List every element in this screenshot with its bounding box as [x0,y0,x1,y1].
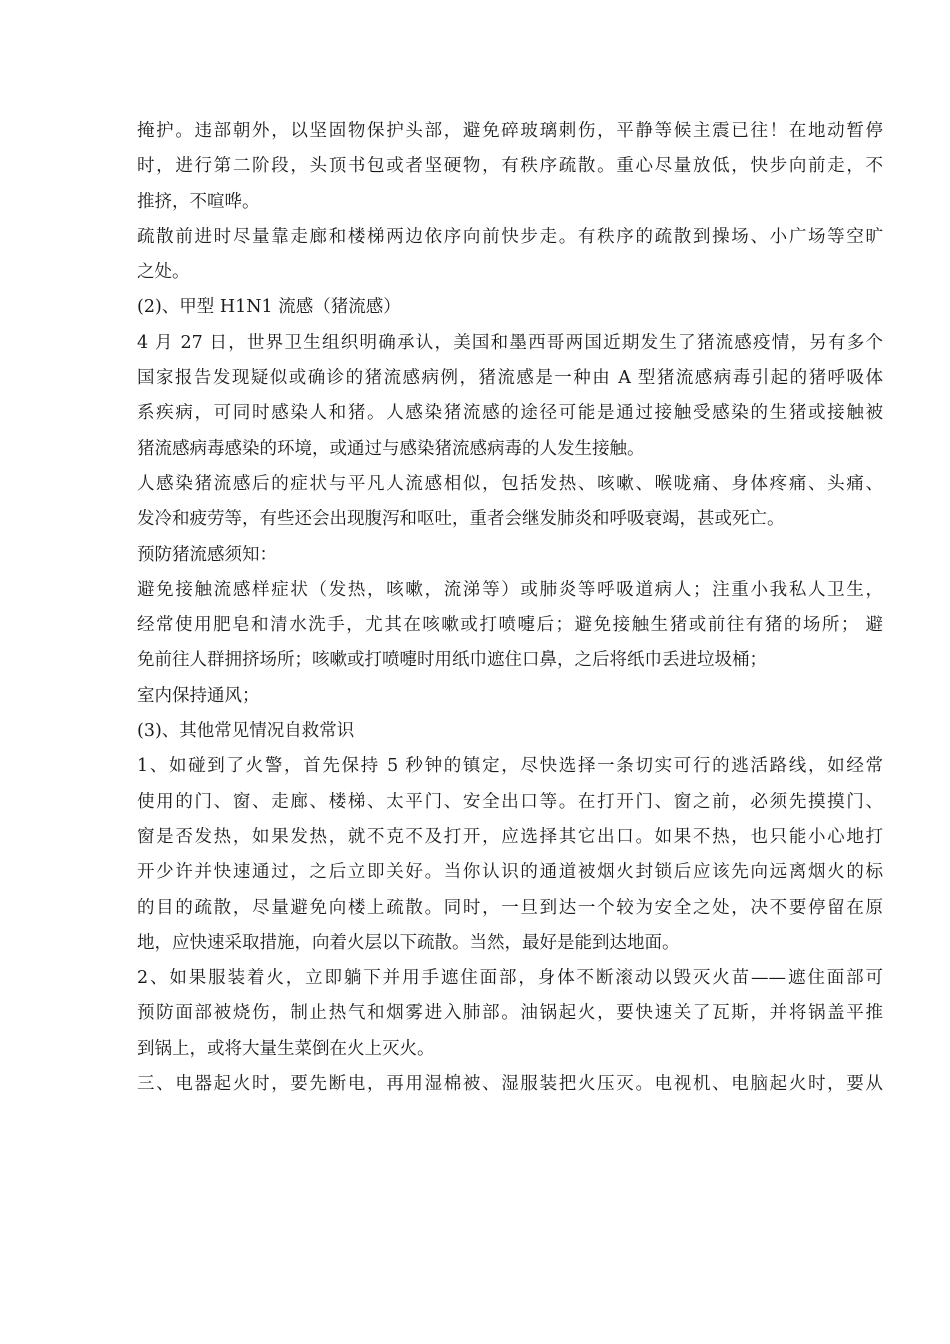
text-line: 开少许并快速通过，之后立即关好。当你认识的通道被烟火封锁后应该先向远离烟火的标 [137,862,883,883]
text-line: 猪流感病毒感染的环境，或通过与感染猪流感病毒的人发生接触。 [137,438,645,459]
text-line: 系疾病，可同时感染人和猪。人感染猪流感的途径可能是通过接触受感染的生猪或接触被 [137,403,883,424]
text-line: 时，进行第二阶段，头顶书包或者坚硬物，有秩序疏散。重心尽量放低，快步向前走，不 [137,156,883,177]
text-line: 预防猪流感须知： [137,544,277,565]
text-line: 发冷和疲劳等，有些还会出现腹泻和呕吐，重者会继发肺炎和呼吸衰竭，甚或死亡。 [137,509,785,530]
text-line: 经常使用肥皂和清水洗手，尤其在咳嗽或打喷嚏后；避免接触生猪或前往有猪的场所； 避 [137,615,883,636]
body-text [137,114,883,1102]
text-line: 地，应快速采取措施，向着火层以下疏散。当然，最好是能到达地面。 [137,932,680,953]
text-line: 三、电器起火时，要先断电，再用湿棉被、湿服装把火压灭。电视机、电脑起火时，要从 [137,1074,883,1095]
text-line: 之处。 [137,262,190,283]
section-heading: (3)、其他常见情况自救常识 [137,721,355,742]
text-line: 免前往人群拥挤场所；咳嗽或打喷嚏时用纸巾遮住口鼻，之后将纸巾丢进垃圾桶； [137,650,767,671]
text-line: 1、如碰到了火警，首先保持 5 秒钟的镇定，尽快选择一条切实可行的逃活路线，如经常 [137,756,883,777]
text-line: 疏散前进时尽量靠走廊和楼梯两边依序向前快步走。有秩序的疏散到操场、小广场等空旷 [137,226,883,247]
text-line: 国家报告发现疑似或确诊的猪流感病例，猪流感是一种由 A 型猪流感病毒引起的猪呼吸体 [137,368,883,389]
text-line: 避免接触流感样症状（发热，咳嗽，流涕等）或肺炎等呼吸道病人；注重小我私人卫生， [137,579,883,600]
text-line: 人感染猪流感后的症状与平凡人流感相似，包括发热、咳嗽、喉咙痛、身体疼痛、头痛、 [137,473,883,494]
text-line: 使用的门、窗、走廊、楼梯、太平门、安全出口等。在打开门、窗之前，必须先摸摸门、 [137,791,883,812]
text-line: 室内保持通风； [137,685,260,706]
text-line: 掩护。违部朝外，以坚固物保护头部，避免碎玻璃刺伤，平静等候主震已往！在地动暂停 [137,121,883,141]
text-line: 的目的疏散，尽量避免向楼上疏散。同时，一旦到达一个较为安全之处，决不要停留在原 [137,897,883,918]
text-line: 推挤，不喧哗。 [137,191,260,212]
text-line: 预防面部被烧伤，制止热气和烟雾进入肺部。油锅起火，要快速关了瓦斯，并将锅盖平推 [137,1003,883,1024]
text-line: 到锅上，或将大量生菜倒在火上灭火。 [137,1038,435,1059]
text-line: 4 月 27 日，世界卫生组织明确承认，美国和墨西哥两国近期发生了猪流感疫情，另有多个 [137,332,883,353]
text-line: 窗是否发热，如果发热，就不克不及打开，应选择其它出口。如果不热，也只能小心地打 [137,826,883,847]
section-heading: (2)、甲型 H1N1 流感（猪流感） [137,297,401,318]
text-line: 2、如果服装着火，立即躺下并用手遮住面部，身体不断滚动以毁灭火苗——遮住面部可 [137,968,883,989]
